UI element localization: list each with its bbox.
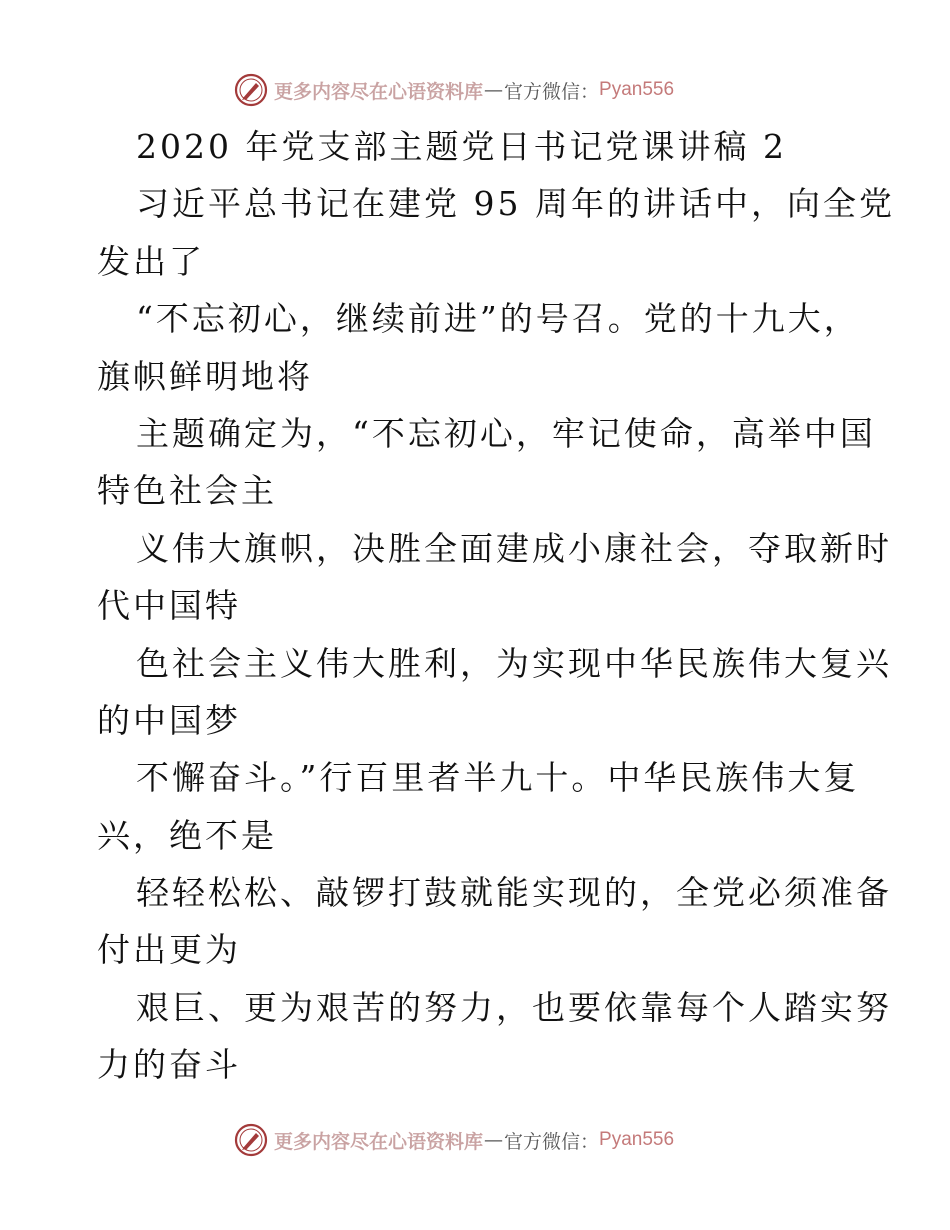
watermark-label: 官方微信： [504,1130,600,1153]
paragraph-line: 轻轻松松、敲锣打鼓就能实现的，全党必须准备 [136,873,892,913]
paragraph-line: 不懈奋斗。”行百里者半九十。中华民族伟大复 [136,758,860,798]
paragraph-line: 的中国梦 [97,700,241,740]
paragraph-line: 付出更为 [97,930,241,970]
paragraph-line: 发出了 [97,241,205,281]
watermark-wechat-id: Pyan556 [599,1129,675,1150]
document-title: 2020 年党支部主题党日书记党课讲稿 2 [136,127,787,166]
paragraph-line: 习近平总书记在建党 95 周年的讲话中，向全党 [136,184,895,224]
watermark-separator: — [484,1129,504,1151]
paragraph-line: 艰巨、更为艰苦的努力，也要依靠每个人踏实努 [136,987,892,1027]
paragraph-line: 代中国特 [97,586,241,626]
watermark-label: 官方微信： [504,80,600,103]
paragraph-line: 义伟大旗帜，决胜全面建成小康社会，夺取新时 [136,528,892,568]
paragraph-line: 主题确定为，“不忘初心，牢记使命，高举中国 [136,413,876,453]
paragraph-line: 兴，绝不是 [97,815,277,855]
paragraph-line: 旗帜鲜明地将 [97,356,313,396]
quill-pen-seal-icon [234,1123,268,1157]
watermark-brand-text: 更多内容尽在心语资料库 [274,1130,484,1153]
document-body [97,118,895,1094]
quill-pen-seal-icon [234,73,268,107]
header-watermark [234,72,674,108]
paragraph-line: 力的奋斗 [97,1045,241,1085]
watermark-wechat-id: Pyan556 [599,79,675,100]
watermark-brand-text: 更多内容尽在心语资料库 [274,80,484,103]
footer-watermark [234,1122,674,1158]
paragraph-line: “不忘初心，继续前进”的号召。党的十九大， [136,299,860,339]
paragraph-line: 色社会主义伟大胜利，为实现中华民族伟大复兴 [136,643,892,683]
paragraph-line: 特色社会主 [97,471,277,511]
watermark-separator: — [484,79,504,101]
